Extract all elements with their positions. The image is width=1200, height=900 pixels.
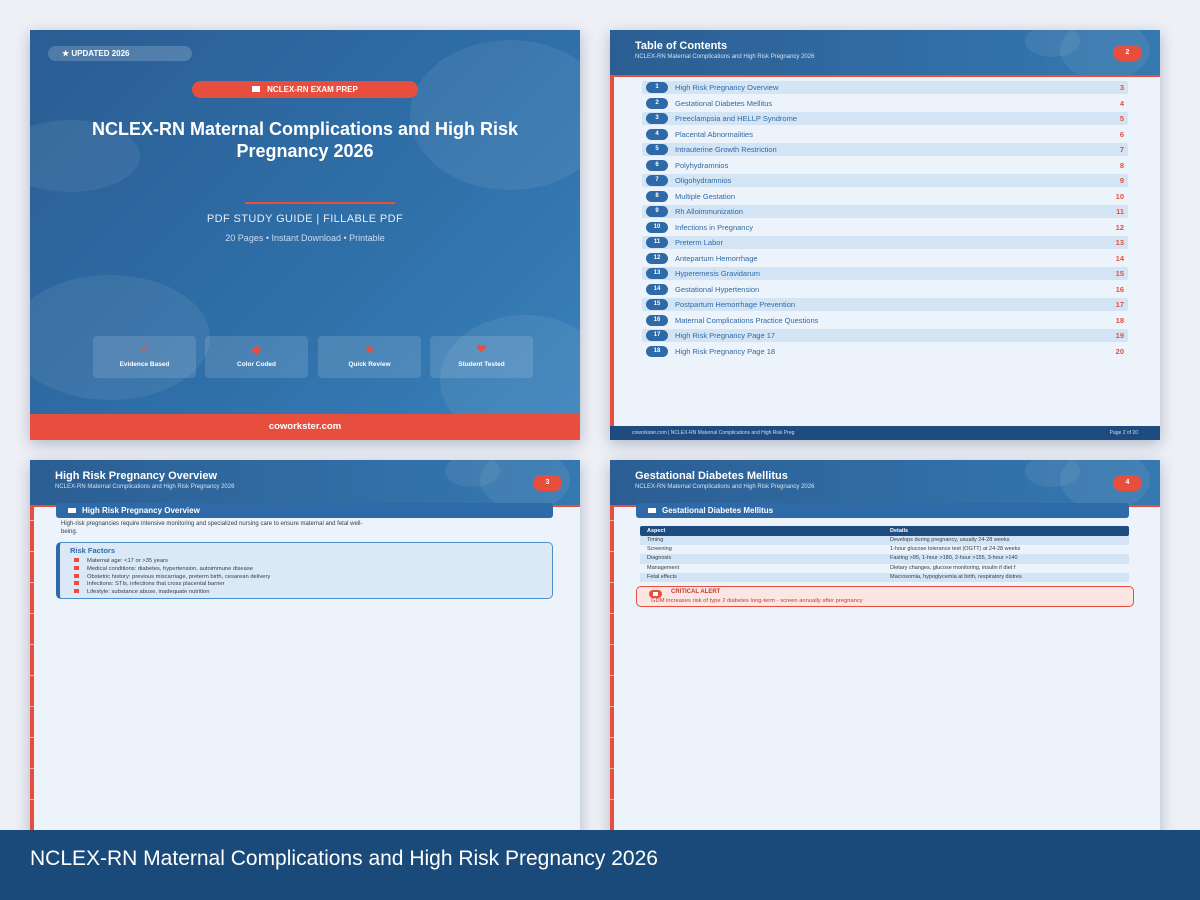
- exam-prep-badge: NCLEX-RN EXAM PREP: [192, 81, 418, 98]
- header-aspect: Aspect: [647, 528, 666, 534]
- toc-number: 15: [646, 299, 668, 310]
- critical-alert: [636, 586, 1134, 607]
- toc-title: Intrauterine Growth Restriction: [675, 145, 777, 154]
- risk-factor-item: Infections: STIs, infections that cross placental barrier: [74, 581, 225, 587]
- table-row: [640, 573, 1129, 582]
- cover-meta: 20 Pages • Instant Download • Printable: [225, 233, 385, 243]
- toc-title: Preeclampsia and HELLP Syndrome: [675, 114, 798, 123]
- toc-page: 6: [1119, 129, 1124, 139]
- toc-number: 16: [646, 315, 668, 326]
- toc-item[interactable]: [642, 112, 1128, 125]
- cover-footer[interactable]: coworkster.com: [30, 414, 580, 440]
- page-number-badge: 2: [1113, 45, 1142, 61]
- cover-page: [30, 30, 580, 440]
- cell-aspect: Timing: [647, 537, 664, 543]
- bar-tick: [30, 675, 34, 676]
- toc-item[interactable]: [642, 190, 1128, 203]
- toc-item[interactable]: [642, 221, 1128, 234]
- risk-factors-box: [56, 542, 553, 599]
- gdm-table: [640, 526, 1129, 582]
- bar-tick: [30, 737, 34, 738]
- table-row: [640, 545, 1129, 554]
- table-header: [640, 526, 1129, 536]
- toc-page: 3: [1119, 83, 1124, 92]
- feature-color-coded: ◆ Color Coded: [205, 336, 308, 378]
- bar-tick: [610, 675, 614, 676]
- table-row: [640, 536, 1129, 545]
- cell-aspect: Diagnosis: [647, 555, 672, 562]
- toc-title: Gestational Diabetes Mellitus: [675, 98, 773, 108]
- section-heading: Gestational Diabetes Mellitus: [636, 503, 1129, 518]
- bar-tick: [610, 706, 614, 707]
- bar-tick: [30, 551, 34, 552]
- toc-title: Maternal Complications Practice Questions: [675, 315, 819, 325]
- book-icon: [648, 508, 656, 513]
- toc-item[interactable]: [642, 174, 1128, 187]
- toc-item[interactable]: [642, 267, 1128, 280]
- toc-page: 11: [1116, 207, 1124, 216]
- toc-page: 15: [1115, 269, 1124, 278]
- cell-details: Macrosomia, hypoglycemia at birth, respiratory distres: [890, 573, 1022, 580]
- bar-tick: [610, 582, 614, 583]
- toc-item[interactable]: [642, 205, 1128, 218]
- bar-tick: [30, 613, 34, 614]
- bar-tick: [610, 799, 614, 800]
- left-accent-bar: [30, 460, 34, 840]
- bar-tick: [610, 520, 614, 521]
- toc-number: 13: [646, 268, 668, 279]
- page-title: Table of Contents: [635, 40, 728, 52]
- toc-page: 8: [1119, 160, 1124, 170]
- toc-title: Preterm Labor: [675, 238, 723, 247]
- toc-title: Gestational Hypertension: [675, 284, 760, 294]
- toc-number: 5: [646, 144, 668, 155]
- risk-factor-item: Lifestyle: substance abuse, inadequate nutrition: [74, 589, 209, 595]
- section-heading: High Risk Pregnancy Overview: [56, 503, 553, 518]
- cell-details: Dietary changes, glucose monitoring, insulin if diet f: [890, 564, 1016, 571]
- bar-tick: [30, 582, 34, 583]
- toc-title: Multiple Gestation: [675, 191, 736, 201]
- square-icon: ■: [365, 342, 374, 356]
- toc-number: 11: [646, 237, 668, 248]
- book-icon: [252, 86, 260, 92]
- feature-evidence-based: ✓ Evidence Based: [93, 336, 196, 378]
- toc-item[interactable]: [642, 283, 1128, 296]
- bar-tick: [30, 644, 34, 645]
- toc-page: 20: [1115, 346, 1124, 356]
- toc-number: 14: [646, 284, 668, 295]
- divider: [245, 202, 395, 204]
- toc-page: 4: [1119, 98, 1124, 108]
- bar-tick: [610, 551, 614, 552]
- bar-tick: [610, 737, 614, 738]
- toc-title: Hyperemesis Gravidarum: [675, 269, 761, 278]
- toc-item[interactable]: [642, 143, 1128, 156]
- bar-tick: [610, 644, 614, 645]
- toc-number: 17: [646, 330, 668, 341]
- toc-title: Infections in Pregnancy: [675, 222, 753, 232]
- page-header: [30, 460, 580, 505]
- alert-text: GDM increases risk of type 2 diabetes long-term - screen annually after pregnancy: [651, 598, 863, 604]
- cell-details: 1-hour glucose tolerance test (OGTT) at 24-28 weeks: [890, 546, 1021, 553]
- toc-number: 2: [646, 98, 668, 109]
- toc-number: 12: [646, 253, 668, 264]
- feature-quick-review: ■ Quick Review: [318, 336, 421, 378]
- page-header: [610, 460, 1160, 505]
- toc-page: [610, 30, 1160, 440]
- toc-item[interactable]: [642, 97, 1128, 110]
- toc-number: 8: [646, 191, 668, 202]
- toc-page: 14: [1115, 253, 1124, 263]
- alert-title: CRITICAL ALERT: [671, 589, 721, 595]
- toc-item[interactable]: [642, 314, 1128, 327]
- toc-page: 17: [1115, 300, 1124, 309]
- risk-factor-item: Medical conditions: diabetes, hypertension, autoimmune disease: [74, 566, 253, 572]
- page-subtitle: NCLEX-RN Maternal Complications and High Risk Pregnancy 2026: [635, 54, 815, 60]
- footer-left: coworkster.com | NCLEX-RN Maternal Complications and High Risk Preg: [632, 430, 795, 436]
- toc-title: High Risk Pregnancy Page 18: [675, 346, 776, 356]
- toc-item[interactable]: [642, 236, 1128, 249]
- toc-page: 7: [1119, 145, 1124, 154]
- bar-tick: [30, 768, 34, 769]
- toc-page: 5: [1119, 114, 1124, 123]
- cell-aspect: Management: [647, 564, 680, 571]
- page-number-badge: 4: [1113, 475, 1142, 491]
- toc-item[interactable]: [642, 345, 1128, 358]
- gdm-page: [610, 460, 1160, 840]
- cell-details: Develops during pregnancy, usually 24-28 weeks: [890, 537, 1010, 543]
- bullet-icon: [74, 566, 79, 570]
- cell-aspect: Fetal effects: [647, 573, 677, 580]
- book-icon: [68, 508, 76, 513]
- table-row: [640, 564, 1129, 573]
- toc-item[interactable]: [642, 159, 1128, 172]
- table-row: [640, 554, 1129, 563]
- bar-tick: [30, 799, 34, 800]
- footer-page: Page 2 of 20: [1109, 430, 1138, 436]
- toc-page: 9: [1119, 176, 1124, 185]
- bullet-icon: [74, 558, 79, 562]
- left-accent-bar: [610, 30, 614, 440]
- cell-aspect: Screening: [647, 546, 672, 553]
- toc-title: High Risk Pregnancy Page 17: [675, 331, 776, 340]
- bar-tick: [30, 706, 34, 707]
- risk-factor-item: Maternal age: <17 or >35 years: [74, 558, 168, 564]
- toc-page: 18: [1115, 315, 1124, 325]
- bar-tick: [610, 613, 614, 614]
- toc-page: 13: [1115, 238, 1124, 247]
- toc-title: Rh Alloimmunization: [675, 207, 743, 216]
- page-subtitle: NCLEX-RN Maternal Complications and High Risk Pregnancy 2026: [55, 484, 235, 490]
- toc-number: 10: [646, 222, 668, 233]
- toc-number: 6: [646, 160, 668, 171]
- bullet-icon: [74, 589, 79, 593]
- toc-number: 7: [646, 175, 668, 186]
- toc-page: 19: [1115, 331, 1124, 340]
- cover-title: NCLEX-RN Maternal Complications and High Risk Pregnancy 2026: [91, 119, 519, 161]
- bullet-icon: [74, 581, 79, 585]
- toc-number: 1: [646, 82, 668, 93]
- updated-badge: ★ UPDATED 2026: [48, 46, 192, 61]
- toc-page: 10: [1115, 191, 1124, 201]
- bar-tick: [30, 520, 34, 521]
- page-header: [610, 30, 1160, 75]
- toc-title: High Risk Pregnancy Overview: [675, 83, 779, 92]
- page-title: High Risk Pregnancy Overview: [55, 470, 218, 482]
- toc-page: 16: [1115, 284, 1124, 294]
- cover-subtitle: PDF STUDY GUIDE | FILLABLE PDF: [206, 213, 404, 225]
- toc-title: Placental Abnormalities: [675, 129, 753, 139]
- toc-number: 4: [646, 129, 668, 140]
- toc-item[interactable]: [642, 298, 1128, 311]
- check-icon: ✓: [139, 342, 150, 356]
- toc-number: 3: [646, 113, 668, 124]
- diamond-icon: ◆: [251, 342, 262, 356]
- toc-title: Antepartum Hemorrhage: [675, 253, 758, 263]
- alert-icon: [649, 590, 662, 598]
- cell-details: Fasting >95, 1-hour >180, 2-hour >155, 3-hour >140: [890, 555, 1018, 562]
- toc-item[interactable]: [642, 252, 1128, 265]
- feature-student-tested: ❤ Student Tested: [430, 336, 533, 378]
- toc-item[interactable]: [642, 329, 1128, 342]
- toc-page: 12: [1115, 222, 1124, 232]
- bar-tick: [610, 768, 614, 769]
- header-divider: [610, 75, 1160, 77]
- heart-icon: ❤: [476, 342, 487, 356]
- toc-number: 9: [646, 206, 668, 217]
- toc-item[interactable]: [642, 81, 1128, 94]
- left-accent-bar: [610, 460, 614, 840]
- page-title: Gestational Diabetes Mellitus: [635, 470, 788, 482]
- toc-title: Postpartum Hemorrhage Prevention: [675, 300, 796, 309]
- overview-page: [30, 460, 580, 840]
- toc-item[interactable]: [642, 128, 1128, 141]
- toc-title: Polyhydramnios: [675, 160, 729, 170]
- product-caption: NCLEX-RN Maternal Complications and High Risk Pregnancy 2026: [0, 830, 1200, 900]
- risk-factor-item: Obstetric history: previous miscarriage, preterm birth, cesarean delivery: [74, 574, 270, 580]
- page-number-badge: 3: [533, 475, 562, 491]
- toc-number: 18: [646, 346, 668, 357]
- page-footer: [610, 426, 1160, 440]
- page-subtitle: NCLEX-RN Maternal Complications and High Risk Pregnancy 2026: [635, 484, 815, 490]
- toc-title: Oligohydramnios: [675, 176, 732, 185]
- header-details: Details: [890, 528, 909, 534]
- risk-factors-title: Risk Factors: [70, 546, 116, 555]
- bullet-icon: [74, 574, 79, 578]
- intro-text: High-risk pregnancies require intensive monitoring and specialized nursing care to ensure maternal and fetal well-being.: [61, 521, 363, 535]
